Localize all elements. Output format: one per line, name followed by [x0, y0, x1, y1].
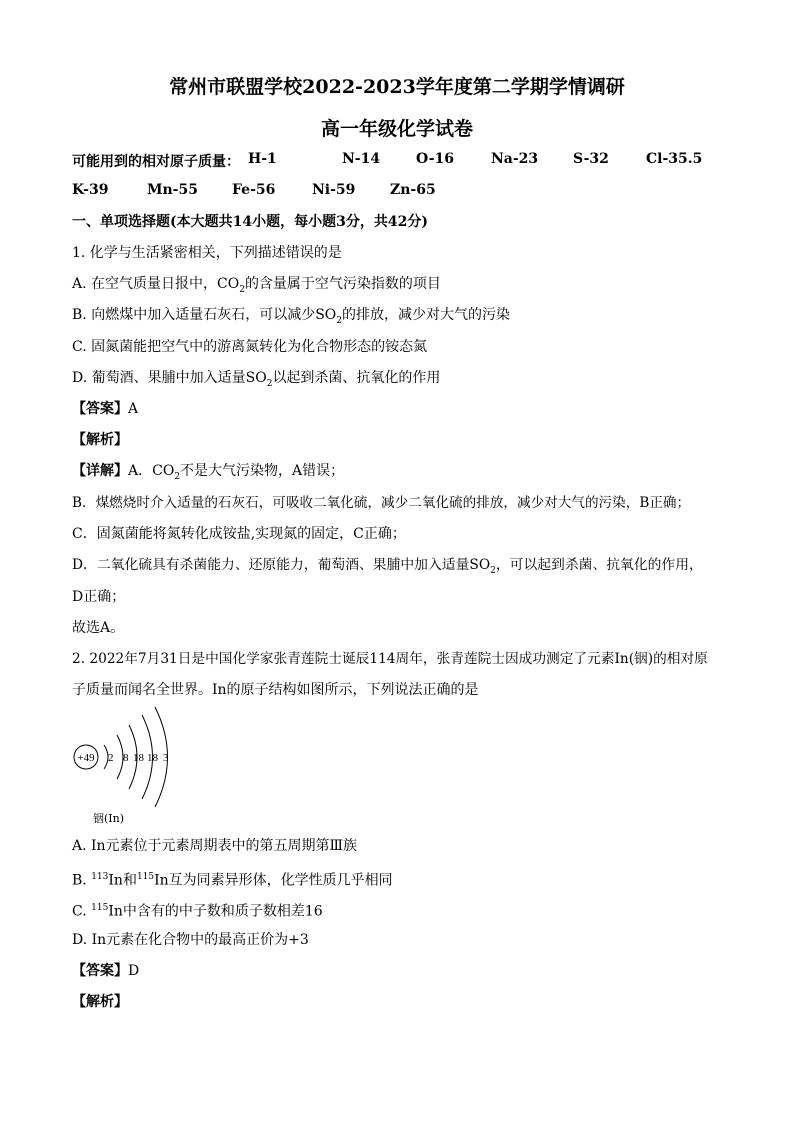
atomic-mass-fe: Fe-56 [232, 182, 276, 198]
indium-atom-diagram [70, 705, 210, 815]
q2-option-c: C. $^{115}$In中含有的中子数和质子数相差16 [72, 903, 323, 920]
q2-answer: 【答案】D [72, 963, 140, 979]
q2-option-d: D. In元素在化合物中的最高正价为+3 [72, 932, 309, 948]
q1-detail-b: B．煤燃烧时介入适量的石灰石，可吸收二氧化硫，减少二氧化硫的排放，减少对大气的污染，B正确； [72, 495, 691, 511]
q2-analysis-tag: 【解析】 [72, 994, 128, 1010]
nucleus-charge: +49 [77, 752, 95, 764]
atomic-mass-h: H-1 [248, 151, 277, 167]
q1-detail-d: D．二氧化硫具有杀菌能力、还原能力，葡萄酒、果脯中加入适量$SO_2$，可以起到杀菌、抗氧化的作用， [72, 557, 703, 576]
q1-detail-a: 【详解】A．$CO_2$不是大气污染物，A错误； [72, 463, 345, 482]
shell-count-5: 3 [163, 752, 169, 764]
section-heading: 一、单项选择题(本大题共14小题，每小题3分，共42分) [72, 214, 428, 230]
atomic-mass-na: Na-23 [491, 151, 539, 167]
atomic-mass-ni: Ni-59 [312, 182, 356, 198]
shell-count-3: 18 [133, 752, 144, 764]
atomic-mass-mn: Mn-55 [147, 182, 198, 198]
atomic-mass-n: N-14 [342, 151, 381, 167]
shell-count-2: 8 [123, 752, 129, 764]
answer-tag: 【答案】 [72, 401, 128, 417]
shell-count-1: 2 [108, 752, 114, 764]
atomic-mass-k: K-39 [72, 182, 109, 198]
page-title: 常州市联盟学校2022-2023学年度第二学期学情调研 [169, 76, 625, 98]
atomic-mass-cl: Cl-35.5 [646, 151, 703, 167]
q1-option-d: D. 葡萄酒、果脯中加入适量$SO_2$以起到杀菌、抗氧化的作用 [72, 370, 441, 389]
q1-conclusion: 故选A。 [72, 620, 125, 636]
q1-detail-d-end: D正确； [72, 589, 126, 605]
q2-stem-line2: 子质量而闻名全世界。In的原子结构如图所示，下列说法正确的是 [72, 682, 479, 698]
page-subtitle: 高一年级化学试卷 [320, 118, 473, 140]
q1-detail-c: C．固氮菌能将氮转化成铵盐,实现氮的固定，C正确； [72, 526, 406, 542]
q1-option-c: C. 固氮菌能把空气中的游离氮转化为化合物形态的铵态氮 [72, 339, 428, 355]
q2-stem-line1: 2. 2022年7月31日是中国化学家张青莲院士诞辰114周年，张青莲院士因成功测定了元素In(铟)的相对原 [72, 651, 708, 667]
atomic-mass-label: 可能用到的相对原子质量： [72, 154, 240, 170]
q2-option-a: A. In元素位于元素周期表中的第五周期第Ⅲ族 [72, 838, 358, 854]
atomic-mass-o: O-16 [416, 151, 455, 167]
q1-stem: 1. 化学与生活紧密相关，下列描述错误的是 [72, 245, 342, 261]
q1-answer: 【答案】A [72, 401, 139, 417]
q1-analysis-tag: 【解析】 [72, 432, 128, 448]
diagram-caption: 铟(In) [93, 812, 125, 825]
q1-option-a: A. 在空气质量日报中，$CO_2$的含量属于空气污染指数的项目 [72, 276, 441, 295]
atomic-mass-s: S-32 [573, 151, 609, 167]
atomic-mass-zn: Zn-65 [390, 182, 436, 198]
q1-option-b: B. 向燃煤中加入适量石灰石，可以减少$SO_2$的排放，减少对大气的污染 [72, 307, 510, 326]
q2-option-b: B. $^{113}$In和$^{115}$In互为同素异形体，化学性质几乎相同 [72, 872, 393, 889]
shell-count-4: 18 [147, 752, 158, 764]
